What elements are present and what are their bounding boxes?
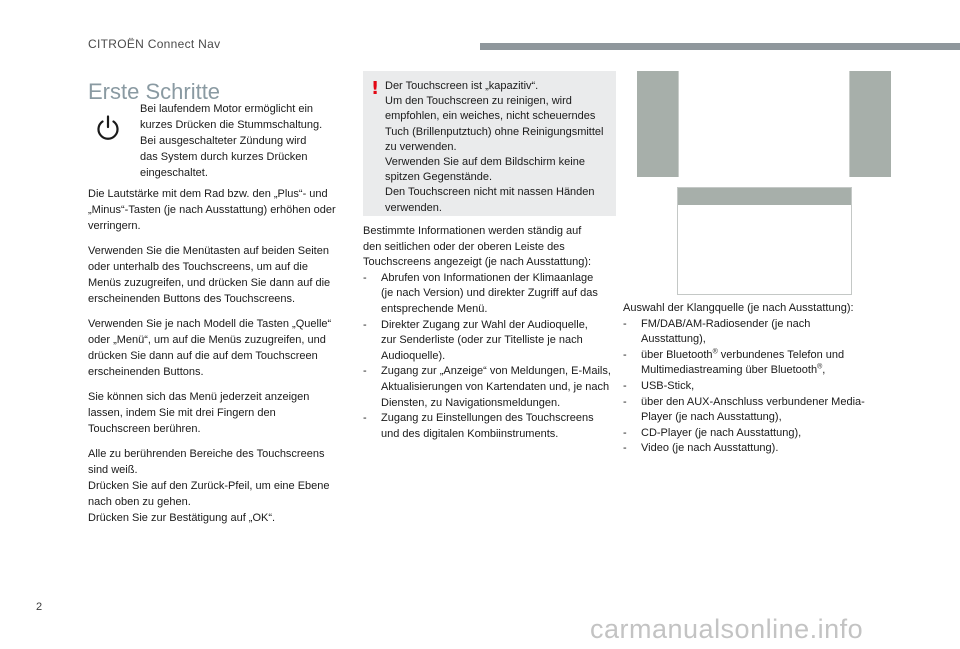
list-item: - USB-Stick, — [623, 379, 893, 395]
touchscreen-top-bar — [678, 188, 851, 205]
intro-line: kurzes Drücken die Stummschaltung. — [140, 119, 323, 131]
left-column — [88, 186, 348, 535]
intro-line: Bei ausgeschalteter Zündung wird — [140, 135, 307, 147]
list-item: - CD-Player (je nach Ausstattung), — [623, 426, 893, 442]
warning-text: Der Touchscreen ist „kapazitiv“. Um den Touchscreen zu reinigen, wird empfohlen, ein weiches, nicht scheuerndes Tuch (Brillenputztuch) ohne Reinigungsmittel zu verwenden. Verwenden Sie auf dem Bildschirm keine spitzen Gegenstände. Den Touchscreen nicht mit nassen Händen verwenden. — [385, 80, 604, 214]
touch-areas-paragraph: Alle zu berührenden Bereiche des Touchscreens sind weiß. Drücken Sie auf den Zurück-Pfeil, um eine Ebene nach oben zu gehen. Drücken Sie zur Bestätigung auf „OK“. — [88, 448, 330, 524]
three-finger-paragraph: Sie können sich das Menü jederzeit anzeigen lassen, indem Sie mit drei Fingern den Touchscreen berühren. — [88, 391, 310, 435]
volume-paragraph: Die Lautstärke mit dem Rad bzw. den „Plus“- und „Minus“-Tasten (je nach Ausstattung) erhöhen oder verringern. — [88, 188, 336, 232]
intro-line: Bei laufendem Motor ermöglicht ein — [140, 103, 314, 115]
list-item: - über den AUX-Anschluss verbundener Media- Player (je nach Ausstattung), — [623, 395, 893, 426]
list-item: - FM/DAB/AM-Radiosender (je nach Ausstattung), — [623, 317, 893, 348]
touchscreen-display-area — [678, 71, 850, 177]
audio-source-list — [623, 317, 893, 457]
header-bar — [480, 43, 960, 50]
list-item: - Abrufen von Informationen der Klimaanlage (je nach Version) und direkter Zugriff auf das entsprechende Menü. — [363, 271, 620, 318]
warning-icon: ! — [371, 78, 380, 99]
intro-paragraph — [140, 101, 350, 181]
list-item: - Zugang zu Einstellungen des Touchscreens und des digitalen Kombiinstruments. — [363, 411, 620, 442]
list-item: - Video (je nach Ausstattung). — [623, 441, 893, 457]
list-item: - über Bluetooth® verbundenes Telefon und Multimediastreaming über Bluetooth®, — [623, 348, 893, 379]
touchscreen-illustration-side-bars — [637, 71, 891, 177]
warning-box — [363, 71, 616, 216]
middle-column — [363, 224, 620, 442]
right-column — [623, 301, 893, 457]
info-bars-list — [363, 271, 620, 443]
intro-line: eingeschaltet. — [140, 167, 208, 179]
power-icon — [93, 113, 123, 143]
list-item: - Direkter Zugang zur Wahl der Audioquelle, zur Senderliste (oder zur Titelliste je nach Audioquelle). — [363, 318, 620, 365]
intro-line: das System durch kurzes Drücken — [140, 151, 308, 163]
source-menu-paragraph: Verwenden Sie je nach Modell die Tasten „Quelle“ oder „Menü“, um auf die Menüs zuzugreifen, und drücken Sie dann auf die auf dem Touchscreen erscheinenden Buttons. — [88, 318, 332, 378]
touchscreen-illustration-top-bar — [677, 187, 852, 295]
header-title: CITROËN Connect Nav — [88, 37, 221, 51]
audio-source-lead: Auswahl der Klangquelle (je nach Ausstattung): — [623, 302, 854, 314]
page-title: Erste Schritte — [88, 78, 221, 104]
list-item: - Zugang zur „Anzeige“ von Meldungen, E-Mails, Aktualisierungen von Kartendaten und, je nach Diensten, zu Navigationsmeldungen. — [363, 364, 620, 411]
info-bars-lead: Bestimmte Informationen werden ständig auf den seitlichen oder der oberen Leiste des Touchscreens angezeigt (je nach Ausstattung): — [363, 225, 592, 269]
page-number: 2 — [36, 601, 43, 613]
watermark: carmanualsonline.info — [590, 614, 864, 644]
menu-buttons-paragraph: Verwenden Sie die Menütasten auf beiden Seiten oder unterhalb des Touchscreens, um auf die Menüs zuzugreifen, und drücken Sie dann auf die erscheinenden Buttons des Touchscreens. — [88, 245, 331, 305]
